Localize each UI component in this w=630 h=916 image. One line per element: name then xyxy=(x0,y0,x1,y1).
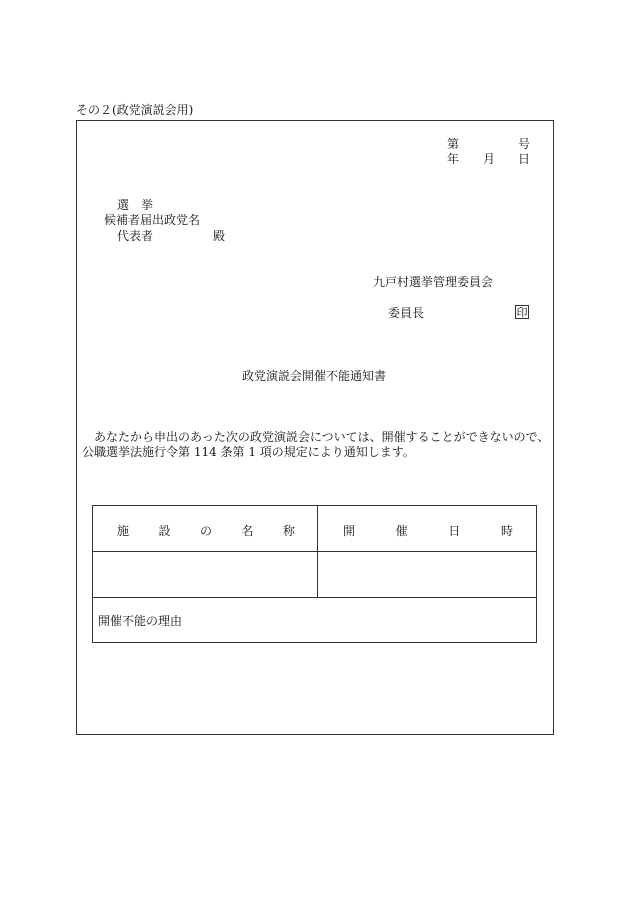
event-datetime-cell[interactable] xyxy=(320,553,536,596)
form-label: その２(政党演説会用) xyxy=(76,103,194,117)
header-char: 催 xyxy=(395,524,408,538)
number-go: 号 xyxy=(518,137,531,151)
date-day: 日 xyxy=(518,152,531,166)
reason-cell[interactable] xyxy=(193,599,536,642)
facility-name-cell[interactable] xyxy=(94,553,315,596)
header-char: 名 xyxy=(241,524,254,538)
header-char: の xyxy=(199,524,212,538)
addressee-line2: 候補者届出政党名 xyxy=(104,213,201,227)
seal-mark: 印 xyxy=(516,305,528,319)
number-dai: 第 xyxy=(447,137,460,151)
table-row-divider xyxy=(93,551,536,552)
header-char: 時 xyxy=(500,524,513,538)
addressee-honorific: 殿 xyxy=(213,229,226,243)
header-char: 称 xyxy=(282,524,295,538)
reason-label: 開催不能の理由 xyxy=(98,614,183,628)
date-month: 月 xyxy=(483,152,496,166)
event-table xyxy=(92,505,537,643)
table-row-divider xyxy=(93,597,536,598)
header-char: 日 xyxy=(448,524,461,538)
document-title: 政党演説会開催不能通知書 xyxy=(242,369,387,383)
issuer-committee: 九戸村選挙管理委員会 xyxy=(373,275,494,289)
date-year: 年 xyxy=(447,152,460,166)
body-line-2: 公職選挙法施行令第 114 条第 1 項の規定により通知します。 xyxy=(82,445,415,459)
header-facility-name xyxy=(117,522,295,539)
header-char: 開 xyxy=(343,524,356,538)
table-column-divider xyxy=(317,506,318,597)
body-line-1: あなたから申出のあった次の政党演説会については、開催することができないので、 xyxy=(82,430,550,444)
header-event-datetime xyxy=(343,522,513,539)
addressee-line3: 代表者 xyxy=(117,229,154,243)
header-char: 設 xyxy=(158,524,171,538)
addressee-line1: 選 挙 xyxy=(117,198,154,212)
issuer-chair: 委員長 xyxy=(388,306,425,320)
header-char: 施 xyxy=(117,524,130,538)
